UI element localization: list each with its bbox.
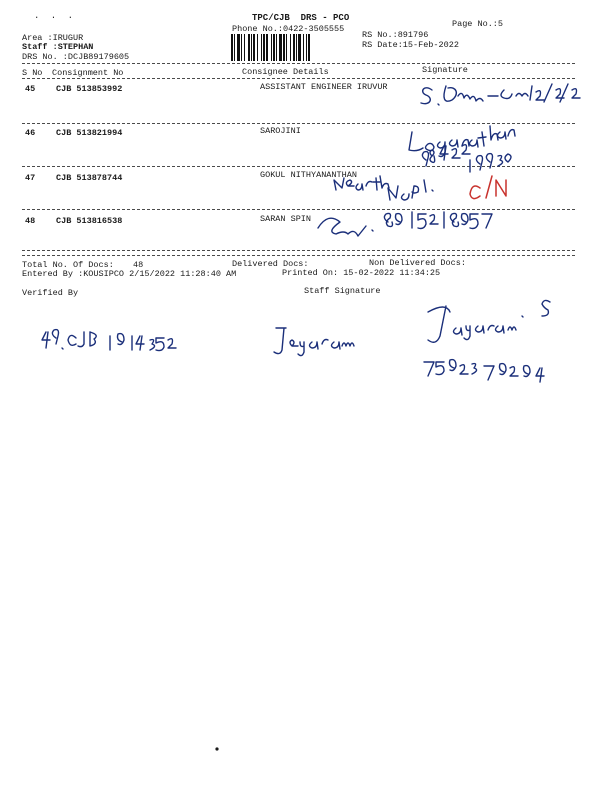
delivered-docs-label: Delivered Docs: (232, 259, 309, 269)
row-sno: 46 (25, 128, 36, 138)
handwritten-name (274, 328, 354, 356)
stamp-note-cn (470, 176, 506, 199)
drs-number: DRS No. :DCJB89179605 (22, 52, 130, 62)
printed-on: Printed On: 15-02-2022 11:34:25 (282, 268, 441, 278)
phone-number: Phone No.:0422-3505555 (232, 24, 345, 34)
signature-row-48 (318, 212, 492, 236)
column-consignee: Consignee Details (242, 67, 329, 77)
handwritten-extra-consignment (42, 330, 176, 351)
row-consignment: CJB 513878744 (56, 173, 123, 183)
entered-by: Entered By :KOUSIPCO 2/15/2022 11:28:40 AM (22, 269, 237, 279)
staff-signature-label: Staff Signature (304, 286, 381, 296)
ink-dot (215, 747, 218, 750)
document-title: TPC/CJB DRS - PCO (252, 13, 350, 23)
row-consignee: SARAN SPIN (260, 214, 312, 224)
row-consignment: CJB 513816538 (56, 216, 123, 226)
signature-row-46 (409, 126, 515, 172)
row-consignee: ASSISTANT ENGINEER IRUVUR (260, 82, 388, 92)
row-consignee: GOKUL NITHYANANTHAN (260, 170, 357, 180)
rs-number: RS No.:891796 (362, 30, 429, 40)
row-consignment: CJB 513821994 (56, 128, 123, 138)
total-docs-label: Total No. Of Docs: (22, 260, 114, 270)
row-consignee: SAROJINI (260, 126, 301, 136)
area-label: Area :IRUGUR (22, 33, 84, 43)
signature-row-47 (334, 176, 433, 200)
signature-row-45 (421, 84, 580, 105)
column-signature: Signature (422, 65, 468, 75)
handwritten-phone (424, 360, 544, 382)
row-sno: 47 (25, 173, 36, 183)
verified-by-label: Verified By (22, 288, 79, 298)
corner-marks: . . . (34, 11, 77, 21)
row-consignment: CJB 513853992 (56, 84, 123, 94)
page-number: Page No.:5 (452, 19, 504, 29)
row-sno: 48 (25, 216, 36, 226)
total-docs-value: 48 (133, 260, 144, 270)
non-delivered-docs-label: Non Delivered Docs: (369, 258, 466, 268)
handwritten-signature (428, 300, 550, 342)
row-sno: 45 (25, 84, 36, 94)
column-consignment: Consignment No (52, 68, 124, 78)
rs-date: RS Date:15-Feb-2022 (362, 40, 459, 50)
column-sno: S No (22, 68, 43, 78)
staff-label: Staff :STEPHAN (22, 42, 94, 52)
